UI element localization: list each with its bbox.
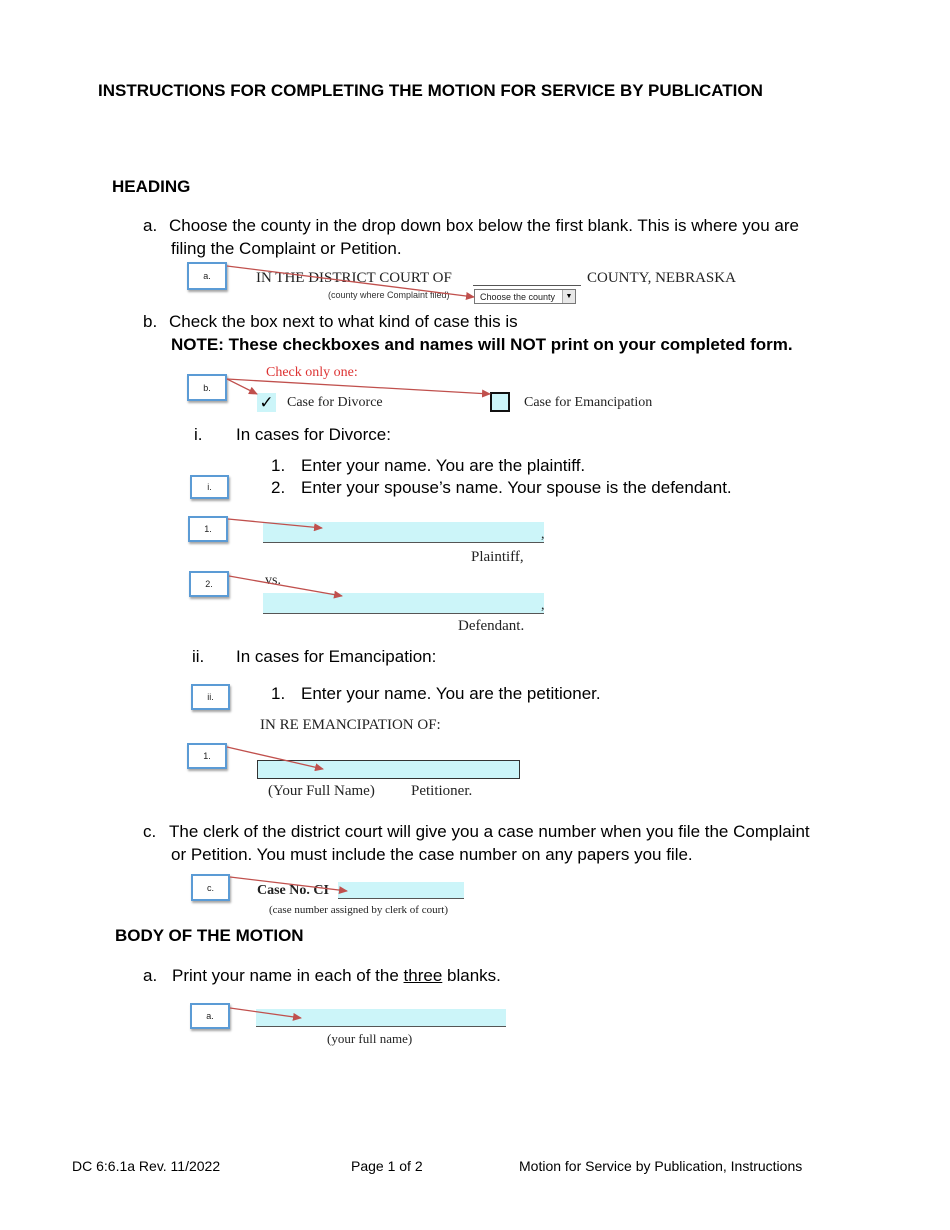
body-step-a-three: three (403, 966, 443, 985)
step-a-line1: Choose the county in the drop down box below the first blank. This is where you are (169, 216, 799, 235)
step-c-marker: c. (143, 822, 157, 841)
arrow-b-emancipation (227, 379, 490, 394)
body-step-a-marker: a. (143, 966, 158, 985)
callout-body-a: a. (190, 1003, 230, 1029)
section-body-of-motion: BODY OF THE MOTION (115, 926, 304, 945)
step-i-2: Enter your spouse’s name. Your spouse is the defendant. (301, 478, 732, 497)
callout-i-1: 1. (188, 516, 228, 542)
emancipation-label: Case for Emancipation (524, 395, 653, 410)
step-ii-marker: ii. (192, 647, 205, 666)
plaintiff-label: Plaintiff, (471, 549, 524, 565)
callout-b: b. (187, 374, 227, 401)
page-title: INSTRUCTIONS FOR COMPLETING THE MOTION FOR SERVICE BY PUBLICATION (98, 81, 763, 100)
footer-doc-title: Motion for Service by Publication, Instructions (519, 1158, 803, 1174)
step-a-marker: a. (143, 216, 158, 235)
callout-ii: ii. (191, 684, 230, 710)
callout-i: i. (190, 475, 229, 499)
body-step-a-text (172, 966, 501, 986)
check-only-one: Check only one: (266, 365, 358, 380)
body-step-a-text-after: blanks. (442, 966, 501, 985)
plaintiff-comma: , (541, 527, 545, 542)
divorce-checkbox[interactable] (257, 393, 276, 412)
step-c-line2: or Petition. You must include the case number on any papers you file. (171, 845, 693, 864)
full-name-label: (Your Full Name) (268, 783, 375, 799)
defendant-comma: , (541, 598, 545, 613)
case-number-field[interactable] (338, 882, 464, 899)
full-name-hint: (your full name) (327, 1031, 413, 1046)
court-text: IN THE DISTRICT COURT OF (256, 270, 452, 286)
step-b-marker: b. (143, 312, 158, 331)
callout-ii-1: 1. (187, 743, 227, 769)
step-ii-label: In cases for Emancipation: (236, 647, 437, 666)
in-re-label: IN RE EMANCIPATION OF: (260, 717, 441, 733)
callout-i-2: 2. (189, 571, 229, 597)
county-dropdown-value: Choose the county (480, 292, 556, 302)
step-i-label: In cases for Divorce: (236, 425, 391, 444)
step-i-1: Enter your name. You are the plaintiff. (301, 456, 586, 475)
defendant-name-field[interactable] (263, 593, 544, 614)
case-number-hint: (case number assigned by clerk of court) (269, 904, 448, 916)
county-hint: (county where Complaint filed) (328, 290, 450, 300)
chevron-down-icon: ▼ (562, 290, 575, 303)
check-mark-icon: ✓ (259, 393, 274, 412)
footer-form-id: DC 6:6.1a Rev. 11/2022 (72, 1158, 221, 1174)
footer-page-number: Page 1 of 2 (351, 1158, 423, 1174)
divorce-label: Case for Divorce (287, 395, 383, 410)
step-b-note: NOTE: These checkboxes and names will NOT print on your completed form. (171, 335, 793, 354)
section-heading: HEADING (112, 177, 191, 196)
callout-a: a. (187, 262, 227, 290)
step-b-line1: Check the box next to what kind of case this is (169, 312, 518, 331)
step-i-1-num: 1. (271, 456, 286, 475)
emancipation-checkbox[interactable] (490, 392, 510, 412)
arrow-b-divorce (227, 379, 257, 394)
case-no-label: Case No. CI (257, 883, 329, 898)
step-i-2-num: 2. (271, 478, 286, 497)
step-ii-1-num: 1. (271, 684, 286, 703)
petitioner-name-field[interactable] (257, 760, 520, 779)
plaintiff-name-field[interactable] (263, 522, 544, 543)
body-step-a-text-before: Print your name in each of the (172, 966, 404, 985)
defendant-label: Defendant. (458, 618, 525, 634)
vs-label: vs. (265, 573, 281, 588)
county-blank (473, 285, 581, 286)
county-text: COUNTY, NEBRASKA (587, 270, 736, 286)
step-i-marker: i. (194, 425, 203, 444)
county-dropdown[interactable] (474, 289, 576, 304)
step-c-line1: The clerk of the district court will give you a case number when you file the Complaint (169, 822, 810, 841)
step-ii-1: Enter your name. You are the petitioner. (301, 684, 601, 703)
petitioner-label: Petitioner. (411, 783, 473, 799)
callout-c: c. (191, 874, 230, 901)
full-name-field[interactable] (256, 1009, 506, 1027)
step-a-line2: filing the Complaint or Petition. (171, 239, 402, 258)
